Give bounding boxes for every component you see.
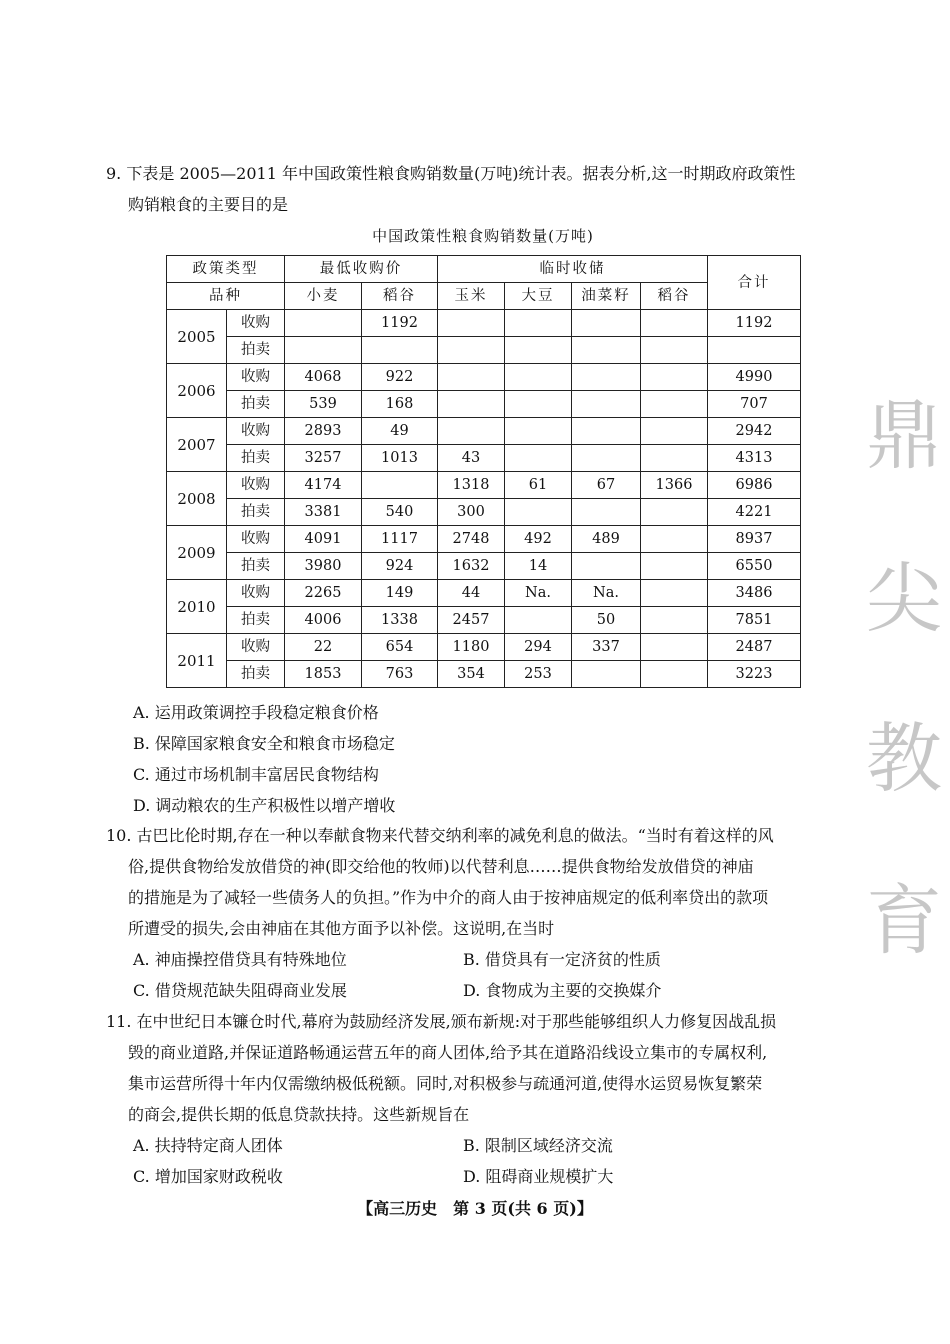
header-policy-type: 政策类型 <box>167 256 285 283</box>
table-cell <box>572 553 641 580</box>
table-cell: 2487 <box>708 634 801 661</box>
table-cell: 149 <box>362 580 438 607</box>
q10-option-c[interactable]: C. 借贷规范缺失阻碍商业发展 <box>133 981 347 1000</box>
table-cell: 763 <box>362 661 438 688</box>
q11-option-a[interactable]: A. 扶持特定商人团体 <box>133 1136 283 1155</box>
header-temp-storage: 临时收储 <box>438 256 708 283</box>
table-cell: 354 <box>438 661 505 688</box>
table-cell <box>438 418 505 445</box>
watermark-char-1: 鼎 <box>866 391 942 480</box>
table-cell: 539 <box>285 391 362 418</box>
year-cell: 2010 <box>167 580 227 634</box>
q11-stem-line4: 的商会,提供长期的低息贷款扶持。这些新规旨在 <box>128 1105 470 1124</box>
auction-label-cell: 拍卖 <box>227 499 285 526</box>
q9-option-c[interactable]: C. 通过市场机制丰富居民食物结构 <box>133 765 379 784</box>
table-cell: 1013 <box>362 445 438 472</box>
table-cell <box>572 418 641 445</box>
year-cell: 2007 <box>167 418 227 472</box>
table-cell: 489 <box>572 526 641 553</box>
purchase-label-cell: 收购 <box>227 418 285 445</box>
purchase-label-cell: 收购 <box>227 310 285 337</box>
table-row <box>167 418 801 445</box>
table-cell: 3381 <box>285 499 362 526</box>
q10-option-a[interactable]: A. 神庙操控借贷具有特殊地位 <box>133 950 347 969</box>
table-cell <box>505 418 572 445</box>
table-cell <box>362 472 438 499</box>
q11-option-d[interactable]: D. 阻碍商业规模扩大 <box>463 1167 614 1186</box>
purchase-label-cell: 收购 <box>227 472 285 499</box>
table-cell <box>285 337 362 364</box>
watermark-char-2: 尖 <box>866 554 942 643</box>
table-row <box>167 553 801 580</box>
table-cell: Na. <box>505 580 572 607</box>
table-cell <box>641 337 708 364</box>
auction-label-cell: 拍卖 <box>227 337 285 364</box>
table-cell: 1192 <box>362 310 438 337</box>
table-row <box>167 580 801 607</box>
table-cell: 2457 <box>438 607 505 634</box>
table-cell: 44 <box>438 580 505 607</box>
q11-option-c[interactable]: C. 增加国家财政税收 <box>133 1167 283 1186</box>
table-cell: 22 <box>285 634 362 661</box>
table-row <box>167 310 801 337</box>
table-cell <box>641 499 708 526</box>
table-cell: 1853 <box>285 661 362 688</box>
table-cell <box>641 445 708 472</box>
table-cell <box>505 337 572 364</box>
q10-option-d[interactable]: D. 食物成为主要的交换媒介 <box>463 981 662 1000</box>
grain-purchase-sales-table <box>166 255 801 688</box>
table-cell <box>438 310 505 337</box>
table-row <box>167 499 801 526</box>
table-header-row-2 <box>167 283 801 310</box>
table-row <box>167 661 801 688</box>
table-row <box>167 445 801 472</box>
table-cell: 337 <box>572 634 641 661</box>
header-rapeseed: 油菜籽 <box>572 283 641 310</box>
header-variety: 品种 <box>167 283 285 310</box>
table-cell: 3980 <box>285 553 362 580</box>
q9-option-d[interactable]: D. 调动粮农的生产积极性以增产增收 <box>133 796 396 815</box>
q9-option-a[interactable]: A. 运用政策调控手段稳定粮食价格 <box>133 703 379 722</box>
table-cell <box>572 499 641 526</box>
table-cell <box>362 337 438 364</box>
table-cell: 6550 <box>708 553 801 580</box>
table-cell: 3257 <box>285 445 362 472</box>
table-cell <box>505 607 572 634</box>
table-cell: 4006 <box>285 607 362 634</box>
table-cell: 707 <box>708 391 801 418</box>
table-cell: 50 <box>572 607 641 634</box>
table-cell: 7851 <box>708 607 801 634</box>
year-cell: 2008 <box>167 472 227 526</box>
table-cell: 253 <box>505 661 572 688</box>
purchase-label-cell: 收购 <box>227 580 285 607</box>
header-corn: 玉米 <box>438 283 505 310</box>
table-cell <box>505 499 572 526</box>
table-cell <box>641 418 708 445</box>
table-cell: 492 <box>505 526 572 553</box>
q10-options-row-2 <box>106 975 846 1006</box>
table-cell <box>572 391 641 418</box>
table-cell: 49 <box>362 418 438 445</box>
table-row <box>167 337 801 364</box>
table-row <box>167 634 801 661</box>
table-cell: 3486 <box>708 580 801 607</box>
table-cell <box>505 310 572 337</box>
page-footer: 【高三历史 第 3 页(共 6 页)】 <box>357 1199 593 1218</box>
header-min-price: 最低收购价 <box>285 256 438 283</box>
watermark-char-4: 育 <box>866 876 942 965</box>
table-cell <box>505 445 572 472</box>
table-cell: 1366 <box>641 472 708 499</box>
table-cell <box>641 607 708 634</box>
table-title: 中国政策性粮食购销数量(万吨) <box>372 227 594 245</box>
q11-options-row-2 <box>106 1161 846 1192</box>
table-cell <box>641 553 708 580</box>
table-cell: 924 <box>362 553 438 580</box>
header-total: 合计 <box>708 256 801 310</box>
table-cell <box>641 391 708 418</box>
table-cell: 540 <box>362 499 438 526</box>
table-cell: 67 <box>572 472 641 499</box>
table-cell: 4221 <box>708 499 801 526</box>
table-cell <box>572 337 641 364</box>
table-cell: 2265 <box>285 580 362 607</box>
table-cell: 168 <box>362 391 438 418</box>
q10-stem-line2: 俗,提供食物给发放借贷的神(即交给他的牧师)以代替利息……提供食物给发放借贷的神庙 <box>128 857 754 876</box>
table-cell: 4313 <box>708 445 801 472</box>
q10-options-row-1 <box>106 944 846 975</box>
table-row <box>167 472 801 499</box>
purchase-label-cell: 收购 <box>227 634 285 661</box>
table-cell: Na. <box>572 580 641 607</box>
table-cell: 4990 <box>708 364 801 391</box>
q9-stem-line2: 购销粮食的主要目的是 <box>128 195 289 214</box>
table-cell: 2942 <box>708 418 801 445</box>
table-cell: 4068 <box>285 364 362 391</box>
table-cell <box>572 445 641 472</box>
table-cell: 2893 <box>285 418 362 445</box>
header-wheat: 小麦 <box>285 283 362 310</box>
q11-stem-line2: 毁的商业道路,并保证道路畅通运营五年的商人团体,给予其在道路沿线设立集市的专属权利, <box>128 1043 768 1062</box>
table-cell <box>572 661 641 688</box>
table-cell: 61 <box>505 472 572 499</box>
table-cell <box>438 364 505 391</box>
purchase-label-cell: 收购 <box>227 526 285 553</box>
header-rice-temp: 稻谷 <box>641 283 708 310</box>
q11-options-row-1 <box>106 1130 846 1161</box>
year-cell: 2005 <box>167 310 227 364</box>
table-cell: 43 <box>438 445 505 472</box>
q9-stem-line1: 9. 下表是 2005—2011 年中国政策性粮食购销数量(万吨)统计表。据表分析,这一时期政府政策性 <box>106 164 796 183</box>
q10-option-b[interactable]: B. 借贷具有一定济贫的性质 <box>463 950 661 969</box>
q11-stem-line3: 集市运营所得十年内仅需缴纳极低税额。同时,对积极参与疏通河道,使得水运贸易恢复繁荣 <box>128 1074 763 1093</box>
table-cell: 2748 <box>438 526 505 553</box>
q10-stem-line4: 所遭受的损失,会由神庙在其他方面予以补偿。这说明,在当时 <box>128 919 555 938</box>
table-cell <box>505 364 572 391</box>
year-cell: 2011 <box>167 634 227 688</box>
table-cell: 3223 <box>708 661 801 688</box>
table-cell: 300 <box>438 499 505 526</box>
auction-label-cell: 拍卖 <box>227 661 285 688</box>
table-cell <box>641 580 708 607</box>
q11-stem-line1: 11. 在中世纪日本镰仓时代,幕府为鼓励经济发展,颁布新规:对于那些能够组织人力修复因战乱损 <box>106 1012 777 1031</box>
q10-stem-line1: 10. 古巴比伦时期,存在一种以奉献食物来代替交纳利率的减免利息的做法。“当时有着这样的风 <box>106 826 774 845</box>
table-cell: 1632 <box>438 553 505 580</box>
header-rice: 稻谷 <box>362 283 438 310</box>
table-cell: 4174 <box>285 472 362 499</box>
question-11 <box>106 1006 846 1192</box>
table-cell <box>572 364 641 391</box>
table-row <box>167 391 801 418</box>
table-cell <box>438 337 505 364</box>
table-cell <box>438 391 505 418</box>
year-cell: 2009 <box>167 526 227 580</box>
table-cell <box>572 310 641 337</box>
table-cell: 1180 <box>438 634 505 661</box>
table-header-row-1 <box>167 256 801 283</box>
table-cell: 1117 <box>362 526 438 553</box>
table-cell <box>641 634 708 661</box>
q10-stem-line3: 的措施是为了减轻一些债务人的负担。”作为中介的商人由于按神庙规定的低利率贷出的款项 <box>128 888 769 907</box>
q9-options <box>106 697 846 821</box>
table-cell: 294 <box>505 634 572 661</box>
table-cell <box>641 661 708 688</box>
table-cell <box>505 391 572 418</box>
auction-label-cell: 拍卖 <box>227 391 285 418</box>
purchase-label-cell: 收购 <box>227 364 285 391</box>
table-row <box>167 364 801 391</box>
table-cell: 6986 <box>708 472 801 499</box>
question-9 <box>106 158 846 220</box>
table-row <box>167 526 801 553</box>
auction-label-cell: 拍卖 <box>227 553 285 580</box>
table-cell: 1338 <box>362 607 438 634</box>
table-cell <box>641 526 708 553</box>
header-soybean: 大豆 <box>505 283 572 310</box>
table-cell <box>641 364 708 391</box>
auction-label-cell: 拍卖 <box>227 445 285 472</box>
table-cell <box>641 310 708 337</box>
table-cell: 654 <box>362 634 438 661</box>
year-cell: 2006 <box>167 364 227 418</box>
q11-option-b[interactable]: B. 限制区域经济交流 <box>463 1136 613 1155</box>
table-cell: 8937 <box>708 526 801 553</box>
table-cell: 14 <box>505 553 572 580</box>
table-cell: 922 <box>362 364 438 391</box>
watermark-char-3: 教 <box>866 714 942 803</box>
table-cell: 1192 <box>708 310 801 337</box>
table-cell <box>285 310 362 337</box>
table-cell: 4091 <box>285 526 362 553</box>
q9-option-b[interactable]: B. 保障国家粮食安全和粮食市场稳定 <box>133 734 395 753</box>
table-cell <box>708 337 801 364</box>
table-row <box>167 607 801 634</box>
question-10 <box>106 820 846 1006</box>
table-cell: 1318 <box>438 472 505 499</box>
auction-label-cell: 拍卖 <box>227 607 285 634</box>
